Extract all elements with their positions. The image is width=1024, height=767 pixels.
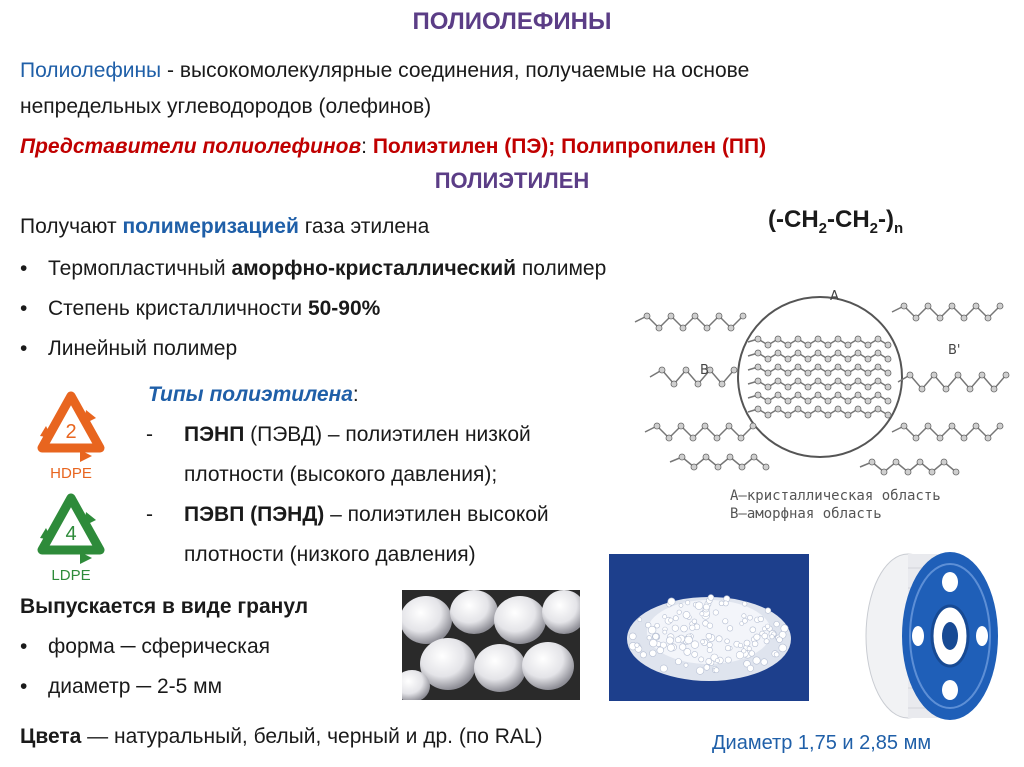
- granule-dash: ─: [136, 675, 152, 698]
- colors-text: — натуральный, белый, черный и др. (по RAL): [81, 725, 543, 748]
- diagram-legend-crystalline: А–кристаллическая область: [730, 488, 941, 504]
- formula-subscript: 2: [818, 219, 827, 237]
- bullet: •: [20, 675, 28, 698]
- production-line: [20, 212, 429, 242]
- diagram-legend-amorphous: В–аморфная область: [730, 506, 882, 522]
- diagram-label-b-left: B: [700, 363, 709, 378]
- granule-item: [20, 672, 222, 702]
- granule-text: сферическая: [135, 635, 271, 658]
- property-text: полимер: [516, 257, 607, 280]
- definition-text: - высокомолекулярные соединения, получаемые на основе: [161, 59, 750, 82]
- dash: -: [146, 503, 153, 526]
- colors-line: [20, 722, 543, 752]
- formula-subscript: n: [893, 219, 904, 237]
- granules-heading: Выпускается в виде гранул: [20, 595, 309, 618]
- types-heading: [148, 380, 359, 410]
- property-item: [20, 334, 237, 364]
- property-item: [20, 254, 606, 284]
- type-abbrev: ПЭВП (ПЭНД): [184, 503, 325, 526]
- type-text: (ПЭВД) – полиэтилен низкой: [244, 423, 531, 446]
- granule-text: форма: [48, 635, 121, 658]
- definition-line-1: [20, 56, 749, 86]
- types-heading-colon: :: [352, 383, 359, 406]
- production-post: газа этилена: [298, 215, 430, 238]
- bullet: •: [20, 297, 28, 320]
- property-item: [20, 294, 380, 324]
- dash: -: [146, 423, 153, 446]
- property-text: Степень кристалличности: [48, 297, 308, 320]
- recycle-ldpe-label: LDPE: [51, 567, 91, 584]
- type-abbrev: ПЭНП: [184, 423, 245, 446]
- type-item-line2: плотности (высокого давления);: [184, 463, 498, 486]
- granules-closeup-photo: [402, 590, 580, 700]
- formula-subscript: 2: [869, 219, 878, 237]
- representatives-label: Представители полиолефинов: [20, 135, 362, 158]
- diagram-label-a: A: [830, 289, 839, 304]
- type-item: [146, 500, 549, 530]
- production-key: полимеризацией: [122, 215, 299, 238]
- property-text: Линейный полимер: [48, 337, 238, 360]
- definition-term: Полиолефины: [20, 59, 162, 82]
- recycle-hdpe-number: 2: [65, 421, 77, 443]
- bullet: •: [20, 635, 28, 658]
- section-subtitle: ПОЛИЭТИЛЕН: [434, 168, 590, 193]
- formula-part: (-CH: [768, 206, 819, 233]
- filament-spool-photo: [838, 548, 1013, 723]
- bullet: •: [20, 337, 28, 360]
- type-item: [146, 420, 531, 450]
- granule-text: диаметр: [48, 675, 137, 698]
- property-text: Термопластичный: [48, 257, 232, 280]
- recycle-ldpe-number: 4: [65, 523, 77, 545]
- diagram-label-b-right: B': [948, 343, 961, 358]
- crystal-structure-diagram: [630, 282, 1015, 522]
- granule-item: [20, 632, 270, 662]
- property-bold: аморфно-кристаллический: [231, 257, 517, 280]
- type-item-line2: плотности (низкого давления): [184, 543, 476, 566]
- types-heading-text: Типы полиэтилена: [148, 383, 353, 406]
- colors-key: Цвета: [20, 725, 82, 748]
- granule-text: 2-5 мм: [151, 675, 223, 698]
- type-text: – полиэтилен высокой: [324, 503, 549, 526]
- granule-dash: ─: [120, 635, 136, 658]
- production-pre: Получают: [20, 215, 123, 238]
- representatives-colon: :: [361, 135, 373, 158]
- property-bold: 50-90%: [307, 297, 381, 320]
- representatives-line: [20, 132, 766, 162]
- filament-caption: Диаметр 1,75 и 2,85 мм: [712, 732, 932, 754]
- definition-line-2: непредельных углеводородов (олефинов): [20, 95, 432, 118]
- recycle-hdpe-label: HDPE: [50, 465, 92, 482]
- formula-part: -): [878, 206, 894, 233]
- bullet: •: [20, 257, 28, 280]
- formula-part: -CH: [827, 206, 870, 233]
- polyethylene-formula: [768, 206, 903, 237]
- representatives-value: Полиэтилен (ПЭ); Полипропилен (ПП): [372, 135, 767, 158]
- recycle-ldpe-icon: [30, 490, 112, 590]
- granules-pile-photo: [609, 554, 809, 701]
- recycle-hdpe-icon: [30, 388, 112, 488]
- page-title: ПОЛИОЛЕФИНЫ: [412, 8, 612, 35]
